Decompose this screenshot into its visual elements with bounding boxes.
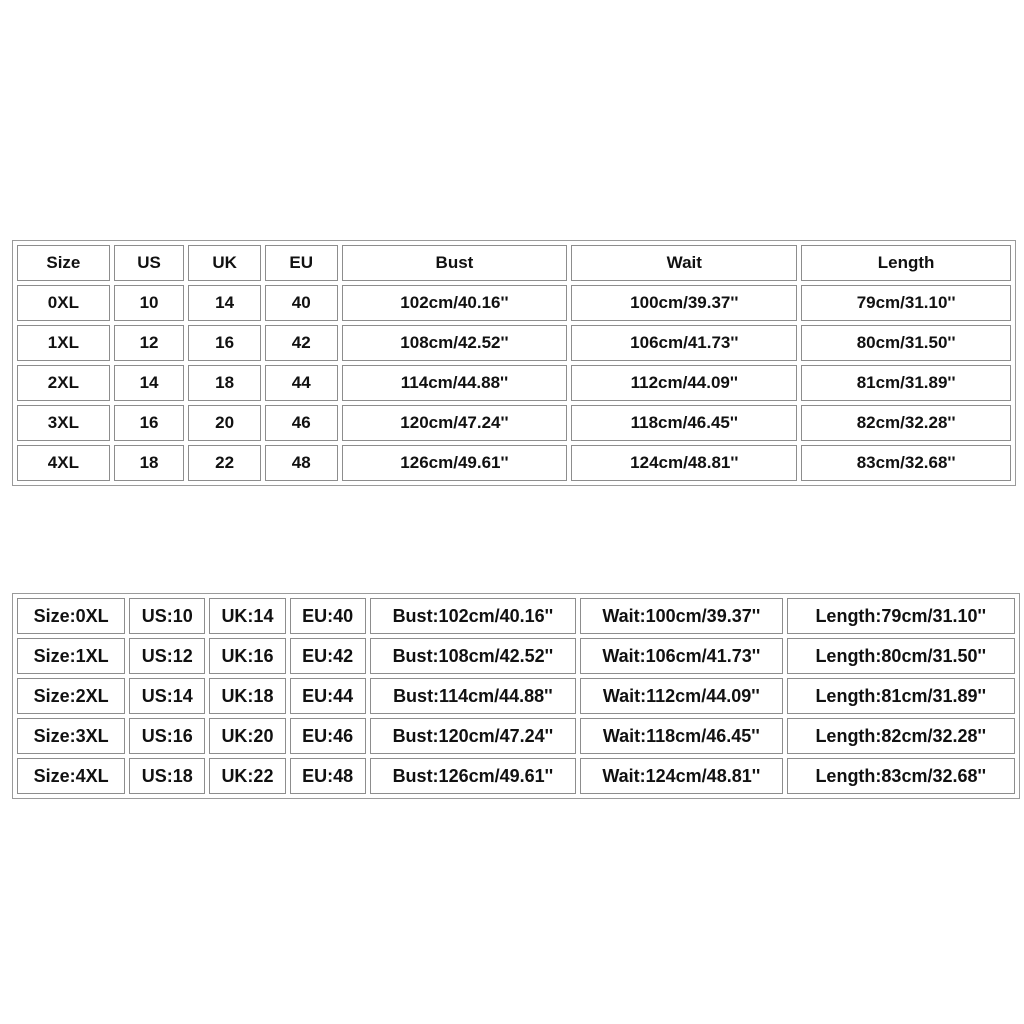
cell-length: Length:80cm/31.50'' — [787, 638, 1015, 674]
cell-us: 16 — [114, 405, 185, 441]
cell-length: Length:82cm/32.28'' — [787, 718, 1015, 754]
header-uk: UK — [188, 245, 261, 281]
cell-eu: 46 — [265, 405, 338, 441]
cell-uk: 18 — [188, 365, 261, 401]
cell-us: 18 — [114, 445, 185, 481]
cell-uk: UK:16 — [209, 638, 285, 674]
cell-length: Length:83cm/32.68'' — [787, 758, 1015, 794]
cell-uk: UK:14 — [209, 598, 285, 634]
cell-bust: Bust:114cm/44.88'' — [370, 678, 576, 714]
cell-uk: 14 — [188, 285, 261, 321]
cell-wait: 112cm/44.09'' — [571, 365, 797, 401]
size-chart-labeled-table — [12, 593, 1020, 799]
cell-size: 4XL — [17, 445, 110, 481]
cell-wait: 118cm/46.45'' — [571, 405, 797, 441]
cell-us: US:16 — [129, 718, 205, 754]
cell-length: Length:81cm/31.89'' — [787, 678, 1015, 714]
cell-size: 2XL — [17, 365, 110, 401]
table-row — [17, 758, 1015, 794]
cell-size: Size:2XL — [17, 678, 125, 714]
cell-bust: 114cm/44.88'' — [342, 365, 568, 401]
cell-length: 79cm/31.10'' — [801, 285, 1011, 321]
table-row — [17, 325, 1011, 361]
cell-wait: 100cm/39.37'' — [571, 285, 797, 321]
cell-us: 14 — [114, 365, 185, 401]
cell-uk: UK:18 — [209, 678, 285, 714]
cell-bust: Bust:108cm/42.52'' — [370, 638, 576, 674]
cell-wait: Wait:106cm/41.73'' — [580, 638, 782, 674]
cell-eu: EU:48 — [290, 758, 366, 794]
cell-bust: 120cm/47.24'' — [342, 405, 568, 441]
cell-size: 0XL — [17, 285, 110, 321]
cell-us: US:18 — [129, 758, 205, 794]
cell-eu: 48 — [265, 445, 338, 481]
cell-wait: Wait:124cm/48.81'' — [580, 758, 782, 794]
cell-size: Size:0XL — [17, 598, 125, 634]
table-row — [17, 638, 1015, 674]
cell-uk: 20 — [188, 405, 261, 441]
cell-bust: Bust:126cm/49.61'' — [370, 758, 576, 794]
cell-length: 83cm/32.68'' — [801, 445, 1011, 481]
cell-bust: 126cm/49.61'' — [342, 445, 568, 481]
cell-size: 1XL — [17, 325, 110, 361]
cell-eu: EU:46 — [290, 718, 366, 754]
cell-wait: 124cm/48.81'' — [571, 445, 797, 481]
cell-wait: Wait:100cm/39.37'' — [580, 598, 782, 634]
cell-uk: UK:22 — [209, 758, 285, 794]
cell-us: US:10 — [129, 598, 205, 634]
cell-eu: EU:42 — [290, 638, 366, 674]
table-row — [17, 445, 1011, 481]
cell-us: 12 — [114, 325, 185, 361]
table-row — [17, 598, 1015, 634]
cell-wait: Wait:118cm/46.45'' — [580, 718, 782, 754]
cell-size: 3XL — [17, 405, 110, 441]
cell-us: 10 — [114, 285, 185, 321]
cell-uk: 22 — [188, 445, 261, 481]
cell-size: Size:3XL — [17, 718, 125, 754]
cell-wait: 106cm/41.73'' — [571, 325, 797, 361]
cell-us: US:14 — [129, 678, 205, 714]
cell-us: US:12 — [129, 638, 205, 674]
header-row — [17, 245, 1011, 281]
cell-length: 81cm/31.89'' — [801, 365, 1011, 401]
cell-wait: Wait:112cm/44.09'' — [580, 678, 782, 714]
table-row — [17, 405, 1011, 441]
table-row — [17, 365, 1011, 401]
cell-bust: Bust:120cm/47.24'' — [370, 718, 576, 754]
table-row — [17, 718, 1015, 754]
cell-length: Length:79cm/31.10'' — [787, 598, 1015, 634]
header-bust: Bust — [342, 245, 568, 281]
header-us: US — [114, 245, 185, 281]
cell-eu: 42 — [265, 325, 338, 361]
size-chart-table — [12, 240, 1016, 486]
cell-eu: EU:44 — [290, 678, 366, 714]
cell-size: Size:1XL — [17, 638, 125, 674]
cell-eu: 40 — [265, 285, 338, 321]
cell-length: 82cm/32.28'' — [801, 405, 1011, 441]
cell-uk: 16 — [188, 325, 261, 361]
header-wait: Wait — [571, 245, 797, 281]
table-row — [17, 678, 1015, 714]
cell-length: 80cm/31.50'' — [801, 325, 1011, 361]
cell-bust: Bust:102cm/40.16'' — [370, 598, 576, 634]
header-size: Size — [17, 245, 110, 281]
header-length: Length — [801, 245, 1011, 281]
cell-eu: EU:40 — [290, 598, 366, 634]
cell-size: Size:4XL — [17, 758, 125, 794]
cell-uk: UK:20 — [209, 718, 285, 754]
cell-bust: 102cm/40.16'' — [342, 285, 568, 321]
header-eu: EU — [265, 245, 338, 281]
table-row — [17, 285, 1011, 321]
cell-eu: 44 — [265, 365, 338, 401]
cell-bust: 108cm/42.52'' — [342, 325, 568, 361]
